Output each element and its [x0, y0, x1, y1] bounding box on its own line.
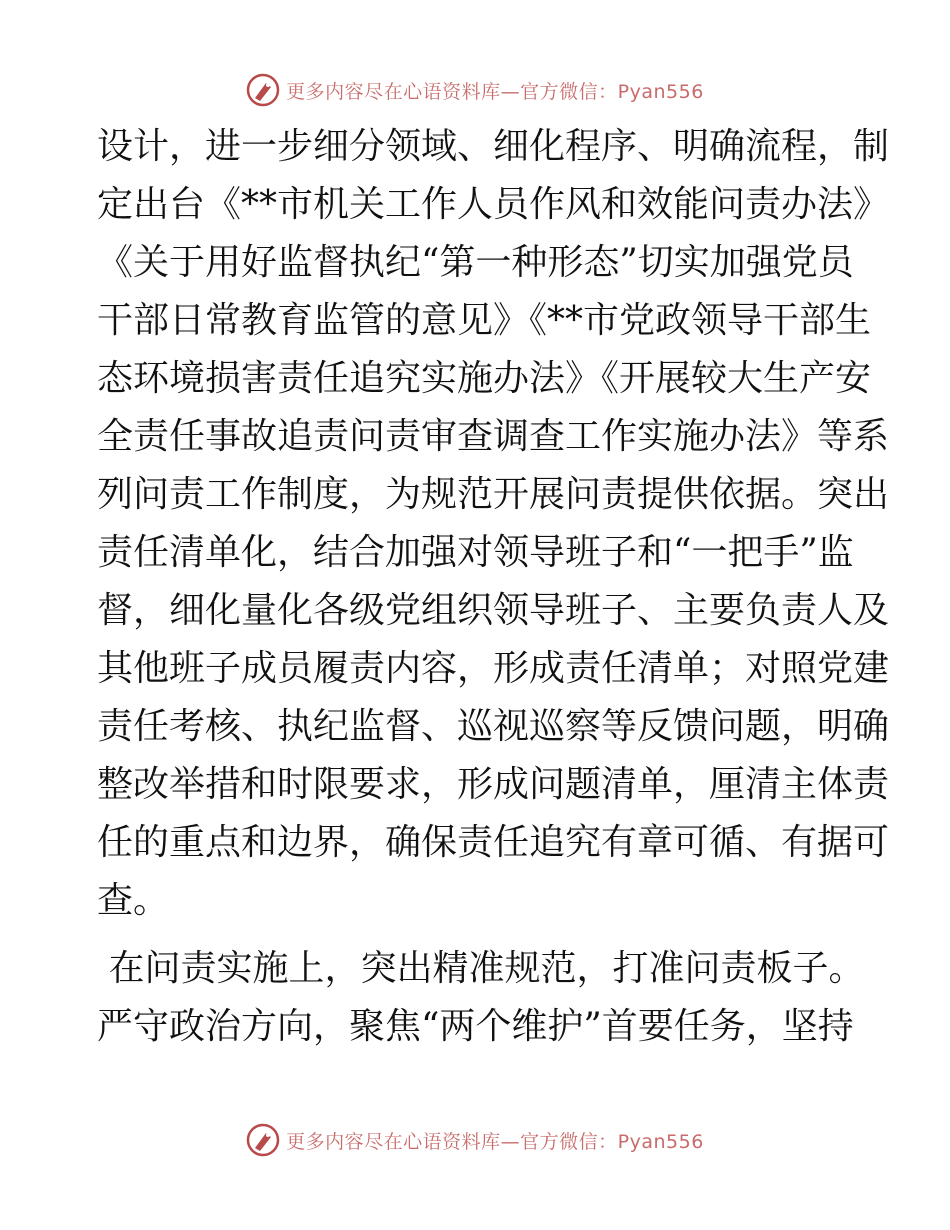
footer-watermark [0, 1120, 950, 1160]
header-watermark [0, 70, 950, 110]
pen-nib-logo-icon [246, 73, 280, 107]
watermark-text: 更多内容尽在心语资料库—官方微信：Pyan556 [286, 1130, 704, 1153]
text-line: 干部日常教育监管的意见》《**市党政领导干部生 [97, 300, 872, 341]
text-line: 整改举措和时限要求，形成问题清单，厘清主体责 [97, 764, 890, 805]
document-body [97, 118, 890, 1056]
watermark-text: 更多内容尽在心语资料库—官方微信：Pyan556 [286, 80, 704, 103]
text-line: 查。 [97, 880, 170, 921]
paragraph-gap [97, 930, 853, 940]
text-line: 责任考核、执纪监督、巡视巡察等反馈问题，明确 [97, 706, 890, 747]
text-line: 定出台《**市机关工作人员作风和效能问责办法》 [97, 184, 890, 225]
text-line: 列问责工作制度，为规范开展问责提供依据。突出 [97, 474, 890, 515]
text-line: 严守政治方向，聚焦“两个维护”首要任务，坚持 [97, 1006, 854, 1047]
text-line: 在问责实施上，突出精准规范，打准问责板子。 [97, 948, 865, 989]
text-line: 责任清单化，结合加强对领导班子和“一把手”监 [97, 532, 854, 573]
text-line: 态环境损害责任追究实施办法》《开展较大生产安 [97, 358, 872, 399]
text-line: 全责任事故追责问责审查调查工作实施办法》等系 [97, 416, 890, 457]
pen-nib-logo-icon [246, 1123, 280, 1157]
text-line: 设计，进一步细分领域、细化程序、明确流程，制 [97, 126, 890, 167]
text-line: 《关于用好监督执纪“第一种形态”切实加强党员 [97, 242, 854, 283]
text-line: 其他班子成员履责内容，形成责任清单；对照党建 [97, 648, 890, 689]
text-line: 督，细化量化各级党组织领导班子、主要负责人及 [97, 590, 890, 631]
text-line: 任的重点和边界，确保责任追究有章可循、有据可 [97, 822, 890, 863]
